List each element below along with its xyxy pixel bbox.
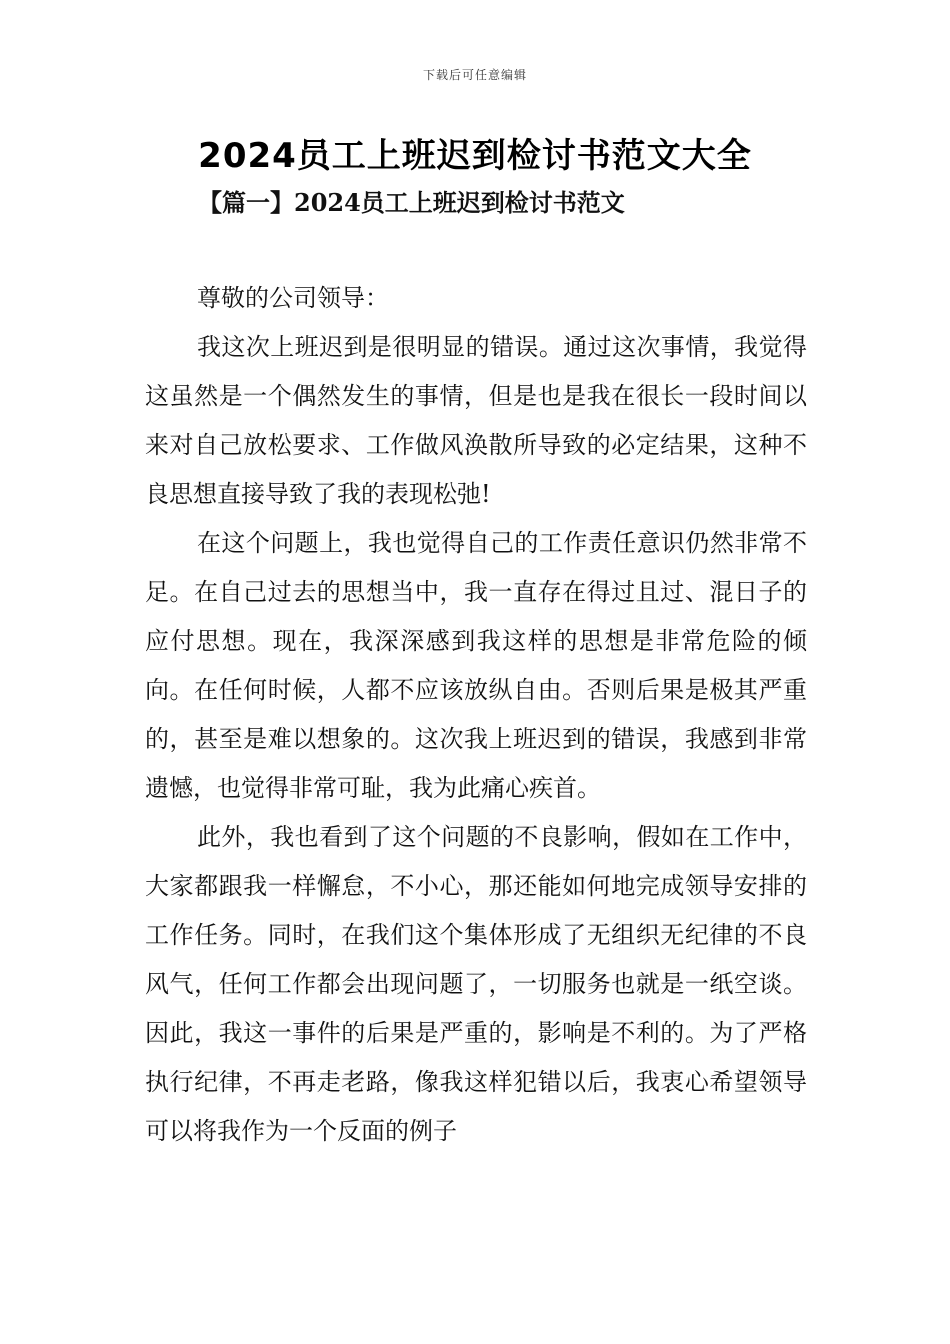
header-note: 下载后可任意编辑 [422,68,527,82]
letter-body [145,274,807,1156]
paragraph-3: 此外，我也看到了这个问题的不良影响，假如在工作中，大家都跟我一样懈怠，不小心，那还能如何地完成领导安排的工作任务。同时，在我们这个集体形成了无组织无纪律的不良风气，任何工作都会出现问题了，一切服务也就是一纸空谈。因此，我这一事件的后果是严重的，影响是不利的。为了严格执行纪律，不再走老路，像我这样犯错以后，我衷心希望领导可以将我作为一个反面的例子 [145,823,807,1145]
document-title: 2024员工上班迟到检讨书范文大全 [198,136,752,176]
salutation: 尊敬的公司领导： [197,284,389,312]
section-heading: 【篇一】2024员工上班迟到检讨书范文 [198,188,625,217]
paragraph-2: 在这个问题上，我也觉得自己的工作责任意识仍然非常不足。在自己过去的思想当中，我一直存在得过且过、混日子的应付思想。现在，我深深感到我这样的思想是非常危险的倾向。在任何时候，人都不应该放纵自由。否则后果是极其严重的，甚至是难以想象的。这次我上班迟到的错误，我感到非常遗憾，也觉得非常可耻，我为此痛心疾首。 [145,529,807,802]
paragraph-1: 我这次上班迟到是很明显的错误。通过这次事情，我觉得这虽然是一个偶然发生的事情，但是也是我在很长一段时间以来对自己放松要求、工作做风涣散所导致的必定结果，这种不良思想直接导致了我的表现松弛! [145,333,807,508]
